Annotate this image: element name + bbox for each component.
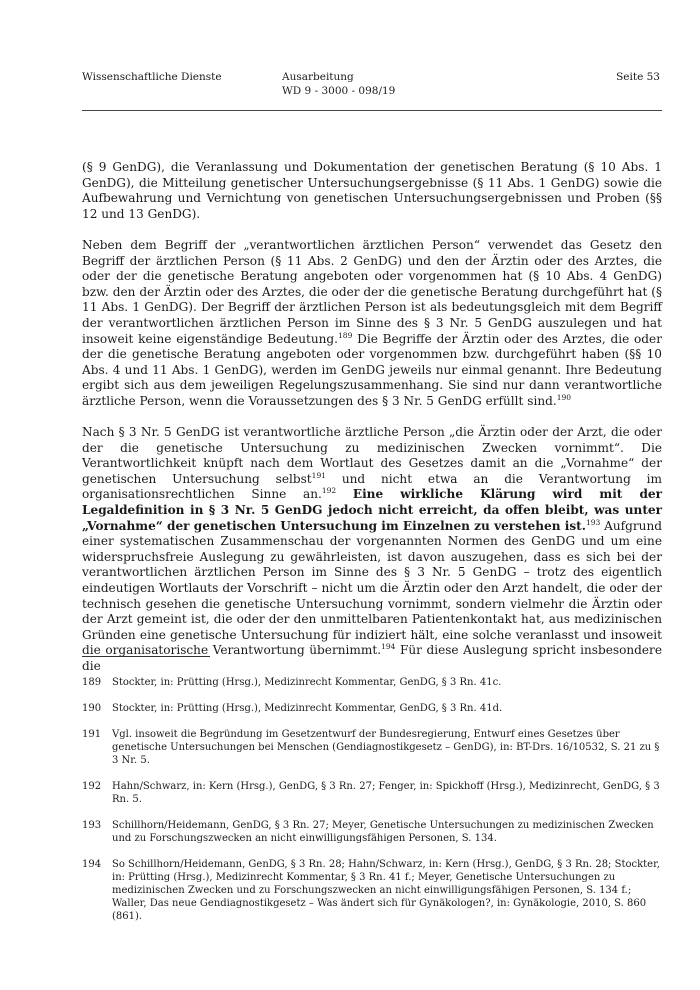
body-paragraph bbox=[82, 160, 662, 222]
footnote-item bbox=[82, 676, 662, 689]
header-doc-number: WD 9 - 3000 - 098/19 bbox=[282, 85, 396, 97]
footnote-text: Hahn/Schwarz, in: Kern (Hrsg.), GenDG, § 3 Rn. 27; Fenger, in: Spickhoff (Hrsg.), Medizinrecht, GenDG, § 3 Rn. 5. bbox=[112, 781, 660, 805]
paragraph-text: Die Begriffe der Ärztin oder des Arztes, die oder der die genetische Beratung angeboten oder vorgenommen bzw. durchgeführt haben (§§ 10 Abs. 4 und 11 Abs. 1 GenDG), werden im GenDG jeweils nur einmal genannt. Ihre Bedeutung ergibt sich aus dem jeweiligen Regelungszusammenhang. Sie sind nur dann verantwortliche ärztliche Person, wenn die Voraussetzungen des § 3 Nr. 5 GenDG erfüllt sind. bbox=[82, 331, 662, 408]
header-document-info bbox=[282, 70, 395, 98]
footnote-text: So Schillhorn/Heidemann, GenDG, § 3 Rn. 28; Hahn/Schwarz, in: Kern (Hrsg.), GenDG, § 3 Rn. 28; Stockter, in: Prütting (Hrsg.), Medizinrecht Kommentar, § 3 Rn. 41 f.; Meyer, Genetische Untersuchungen zu medizinischen Zwecken und zu Forschungszwecken an nicht einwilligungsfähigen Personen, S. 134 f.; Waller, Das neue Gendiagnostikgesetz – Was ändert sich für Gynäkologen?, in: Gynäkologie, 2010, S. 860 (861). bbox=[112, 859, 660, 922]
paragraph-text: (§ 9 GenDG), die Veranlassung und Dokumentation der genetischen Beratung (§ 10 Abs. 1 GenDG), die Mitteilung genetischer Untersuchungsergebnisse (§ 11 Abs. 1 GenDG) sowie die Aufbewahrung und Vernichtung von genetischen Untersuchungsergebnissen und Proben (§§ 12 und 13 GenDG). bbox=[82, 160, 662, 221]
footnote-number: 191 bbox=[82, 729, 102, 740]
header-page-number: Seite 53 bbox=[616, 71, 660, 83]
footnote-item bbox=[82, 780, 662, 806]
footnote-item bbox=[82, 702, 662, 715]
header-institution: Wissenschaftliche Dienste bbox=[82, 71, 222, 83]
paragraph-text: Für diese Auslegung spricht insbesondere die bbox=[82, 643, 662, 673]
footnote-number: 192 bbox=[82, 781, 102, 792]
footnote-reference[interactable]: 193 bbox=[585, 517, 601, 527]
header-rule bbox=[82, 110, 662, 111]
body-paragraph bbox=[82, 238, 662, 410]
footnotes-section bbox=[82, 676, 662, 936]
footnote-number: 193 bbox=[82, 820, 102, 831]
footnote-reference[interactable]: 192 bbox=[321, 486, 337, 496]
footnote-number: 194 bbox=[82, 859, 102, 870]
footnote-reference[interactable]: 194 bbox=[381, 642, 396, 652]
footnote-number: 189 bbox=[82, 677, 102, 688]
footnote-reference[interactable]: 190 bbox=[556, 392, 572, 402]
footnote-text: Schillhorn/Heidemann, GenDG, § 3 Rn. 27; Meyer, Genetische Untersuchungen zu medizinischen Zwecken und zu Forschungszwecken an nicht einwilligungsfähigen Personen, S. 134. bbox=[112, 820, 654, 844]
paragraph-text: Neben dem Begriff der „verantwortlichen ärztlichen Person“ verwendet das Gesetz den Begriff der ärztlichen Person (§ 11 Abs. 2 GenDG) und den der Ärztin oder des Arztes, die oder der die genetische Beratung angeboten oder vorgenommen hat (§ 10 Abs. 4 GenDG) bzw. den der Ärztin oder des Arztes, die oder der die genetische Beratung durchgeführt hat (§ 11 Abs. 1 GenDG). Der Begriff der ärztlichen Person ist als bedeutungsgleich mit dem Begriff der verantwortlichen ärztlichen Person im Sinne des § 3 Nr. 5 GenDG auszulegen und hat insoweit keine eigenständige Bedeutung. bbox=[82, 237, 662, 346]
footnote-separator bbox=[82, 656, 210, 657]
footnote-item bbox=[82, 728, 662, 767]
body-paragraph bbox=[82, 425, 662, 675]
footnote-number: 190 bbox=[82, 703, 102, 714]
page-header bbox=[82, 70, 660, 112]
footnote-text: Stockter, in: Prütting (Hrsg.), Medizinrecht Kommentar, GenDG, § 3 Rn. 41c. bbox=[112, 677, 502, 688]
header-doc-type: Ausarbeitung bbox=[282, 71, 354, 83]
footnote-text: Stockter, in: Prütting (Hrsg.), Medizinrecht Kommentar, GenDG, § 3 Rn. 41d. bbox=[112, 703, 503, 714]
paragraph-text: Nach § 3 Nr. 5 GenDG ist verantwortliche ärztliche Person „die Ärztin oder der Arzt, die oder der die genetische Untersuchung zu medizinischen Zwecken vornimmt“. Die Verantwortlichkeit knüpft nach dem Wortlaut des Gesetzes damit an die „Vornahme“ der genetischen Untersuchung selbst bbox=[82, 425, 662, 486]
footnote-reference[interactable]: 191 bbox=[311, 470, 326, 480]
emphasized-text: Eine wirkliche Klärung wird mit der Legaldefinition in § 3 Nr. 5 GenDG jedoch nicht erreicht, da offen bleibt, was unter „Vornahme“ der genetischen Untersuchung im Einzelnen zu verstehen ist. bbox=[82, 487, 662, 533]
footnote-text: Vgl. insoweit die Begründung im Gesetzentwurf der Bundesregierung, Entwurf eines Gesetzes über genetische Untersuchungen bei Menschen (Gendiagnostikgesetz – GenDG), in: BT-Drs. 16/10532, S. 21 zu § 3 Nr. 5. bbox=[112, 729, 660, 766]
paragraph-text: und nicht etwa an die Verantwortung im organisationsrechtlichen Sinne an. bbox=[82, 471, 662, 502]
paragraph-text bbox=[336, 487, 353, 501]
footnote-item bbox=[82, 819, 662, 845]
paragraph-text: Aufgrund einer systematischen Zusammenschau der vorgenannten Normen des GenDG und um eine widerspruchsfreie Auslegung zu gewährleisten, ist davon auszugehen, dass es sich bei der verantwortlichen ärztlichen Person im Sinne des § 3 Nr. 5 GenDG – trotz des eigentlich eindeutigen Wortlauts der Vorschrift – nicht um die Ärztin oder den Arzt handelt, die oder der technisch gesehen die genetische Untersuchung vornimmt, sondern vielmehr die Ärztin oder der Arzt gemeint ist, die oder der den unmittelbaren Patientenkontakt hat, aus medizinischen Gründen eine genetische Untersuchung für indiziert hält, eine solche veranlasst und insoweit die organisatorische Verantwortung übernimmt. bbox=[82, 518, 663, 658]
main-body-text bbox=[82, 160, 662, 690]
footnote-reference[interactable]: 189 bbox=[338, 330, 353, 340]
footnote-item bbox=[82, 858, 662, 923]
